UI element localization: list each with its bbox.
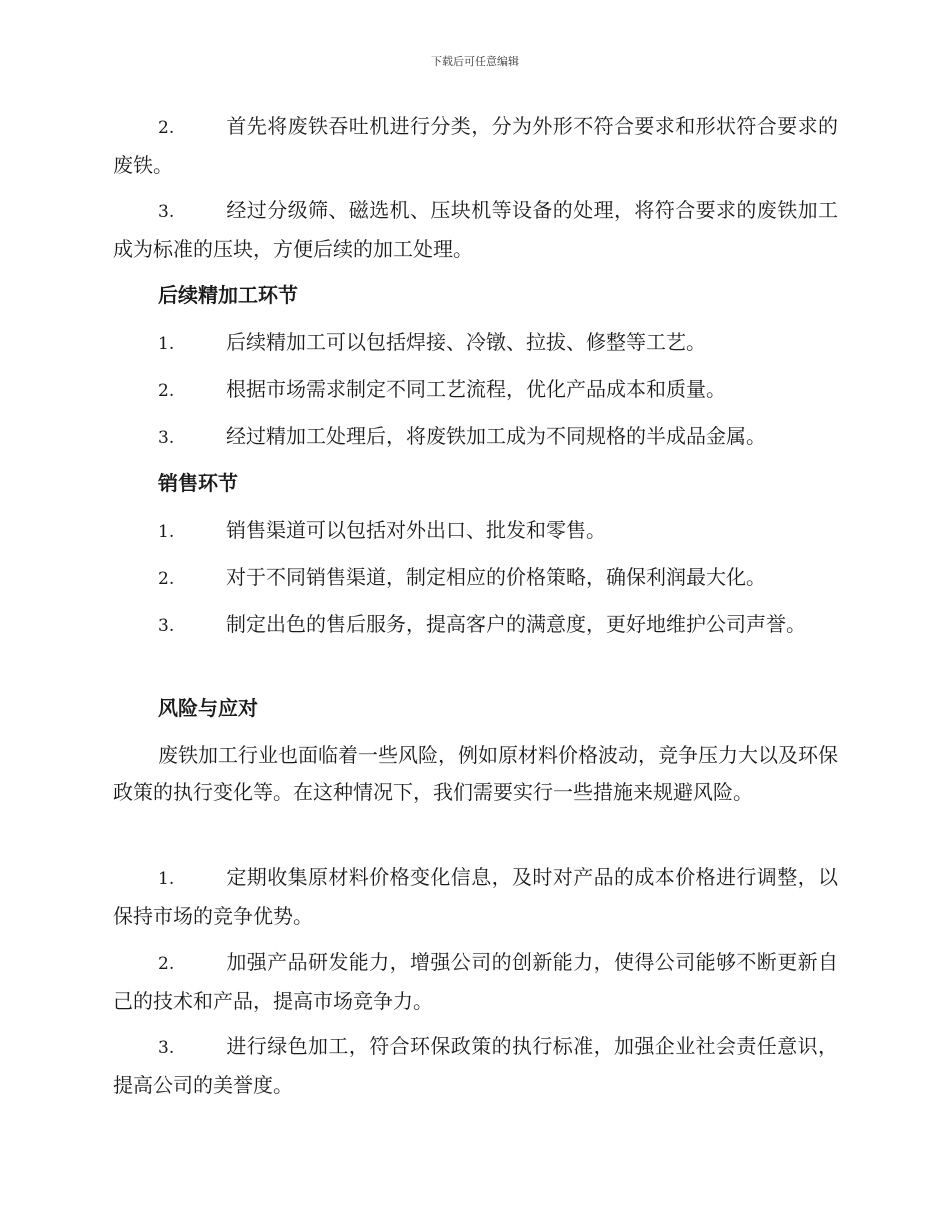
item-number: 3. xyxy=(158,202,175,222)
item-text: 根据市场需求制定不同工艺流程，优化产品成本和质量。 xyxy=(226,377,726,401)
section-heading: 后续精加工环节 xyxy=(158,283,298,307)
section-heading: 销售环节 xyxy=(158,471,238,495)
item-text: 制定出色的售后服务，提高客户的满意度，更好地维护公司声誉。 xyxy=(226,612,806,636)
list-item xyxy=(113,859,838,935)
list-item xyxy=(113,1028,838,1104)
list-item xyxy=(113,324,838,363)
item-text: 对于不同销售渠道，制定相应的价格策略，确保利润最大化。 xyxy=(226,565,766,589)
list-item xyxy=(113,418,838,457)
item-number: 2. xyxy=(158,118,175,138)
list-item xyxy=(113,559,838,598)
list-item xyxy=(113,192,838,268)
list-item xyxy=(113,371,838,410)
item-text: 销售渠道可以包括对外出口、批发和零售。 xyxy=(226,518,606,542)
body-paragraph: 废铁加工行业也面临着一些风险，例如原材料价格波动，竞争压力大以及环保政策的执行变化等。在这种情况下，我们需要实行一些措施来规避风险。 xyxy=(113,743,838,804)
item-number: 3. xyxy=(158,1038,175,1058)
item-text: 经过分级筛、磁选机、压块机等设备的处理，将符合要求的废铁加工成为标准的压块，方便后续的加工处理。 xyxy=(113,198,838,261)
item-number: 3. xyxy=(158,616,175,636)
item-text: 经过精加工处理后，将废铁加工成为不同规格的半成品金属。 xyxy=(226,424,766,448)
list-item xyxy=(113,606,838,645)
item-number: 2. xyxy=(158,569,175,589)
item-text: 进行绿色加工，符合环保政策的执行标准，加强企业社会责任意识，提高公司的美誉度。 xyxy=(113,1034,838,1097)
item-number: 1. xyxy=(158,522,175,542)
item-number: 1. xyxy=(158,869,175,889)
list-item xyxy=(113,108,838,184)
item-text: 后续精加工可以包括焊接、冷镦、拉拔、修整等工艺。 xyxy=(226,330,706,354)
item-number: 2. xyxy=(158,381,175,401)
page-header: 下载后可任意编辑 xyxy=(431,55,519,68)
section-heading: 风险与应对 xyxy=(158,696,258,720)
item-text: 加强产品研发能力，增强公司的创新能力，使得公司能够不断更新自己的技术和产品，提高市场竞争力。 xyxy=(113,950,838,1013)
item-text: 定期收集原材料价格变化信息，及时对产品的成本价格进行调整，以保持市场的竞争优势。 xyxy=(113,865,838,928)
list-item xyxy=(113,944,838,1020)
item-number: 1. xyxy=(158,334,175,354)
item-number: 3. xyxy=(158,428,175,448)
item-text: 首先将废铁吞吐机进行分类，分为外形不符合要求和形状符合要求的废铁。 xyxy=(113,114,838,177)
item-number: 2. xyxy=(158,954,175,974)
list-item xyxy=(113,512,838,551)
